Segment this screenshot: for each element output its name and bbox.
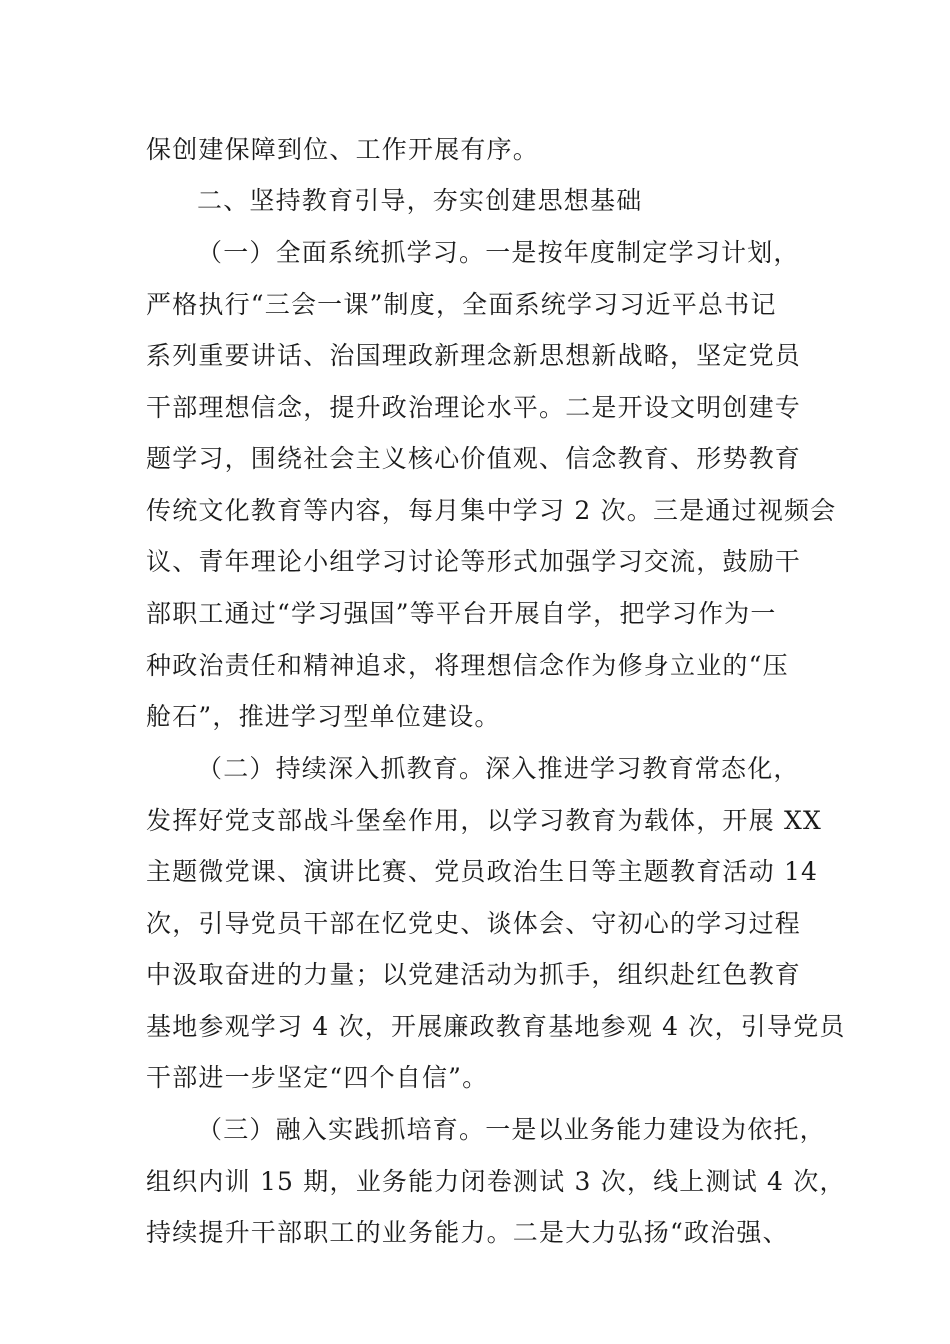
text-line: 议、青年理论小组学习讨论等形式加强学习交流，鼓励干	[146, 547, 802, 576]
subsection-line: （一）全面系统抓学习。一是按年度制定学习计划，	[197, 238, 800, 267]
text-line: 题学习，围绕社会主义核心价值观、信念教育、形势教育	[146, 444, 802, 473]
text-line: 部职工通过“学习强国”等平台开展自学，把学习作为一	[146, 599, 777, 628]
text-line: 保创建保障到位、工作开展有序。	[146, 135, 540, 164]
text-line: 中汲取奋进的力量；以党建活动为抓手，组织赴红色教育	[146, 960, 802, 989]
subsection-line: （三）融入实践抓培育。一是以业务能力建设为依托，	[197, 1115, 826, 1144]
text-line: 严格执行“三会一课”制度，全面系统学习习近平总书记	[146, 290, 777, 319]
text-line: 持续提升干部职工的业务能力。二是大力弘扬“政治强、	[146, 1218, 789, 1247]
text-line: 次，引导党员干部在忆党史、谈体会、守初心的学习过程	[146, 909, 802, 938]
text-line: 基地参观学习 4 次，开展廉政教育基地参观 4 次，引导党员	[146, 1012, 846, 1041]
text-line: 主题微党课、演讲比赛、党员政治生日等主题教育活动 14	[146, 857, 819, 886]
section-heading: 二、坚持教育引导，夯实创建思想基础	[197, 186, 643, 215]
text-line: 组织内训 15 期，业务能力闭卷测试 3 次，线上测试 4 次，	[146, 1167, 846, 1196]
text-line: 系列重要讲话、治国理政新理念新思想新战略，坚定党员	[146, 341, 802, 370]
text-line: 种政治责任和精神追求，将理想信念作为修身立业的“压	[146, 651, 789, 680]
subsection-line: （二）持续深入抓教育。深入推进学习教育常态化，	[197, 754, 800, 783]
text-line: 干部理想信念，提升政治理论水平。二是开设文明创建专	[146, 393, 802, 422]
text-line: 发挥好党支部战斗堡垒作用，以学习教育为载体，开展 XX	[146, 806, 822, 835]
text-line: 传统文化教育等内容，每月集中学习 2 次。三是通过视频会	[146, 496, 837, 525]
text-line: 干部进一步坚定“四个自信”。	[146, 1063, 489, 1092]
text-line: 舱石”，推进学习型单位建设。	[146, 702, 501, 731]
